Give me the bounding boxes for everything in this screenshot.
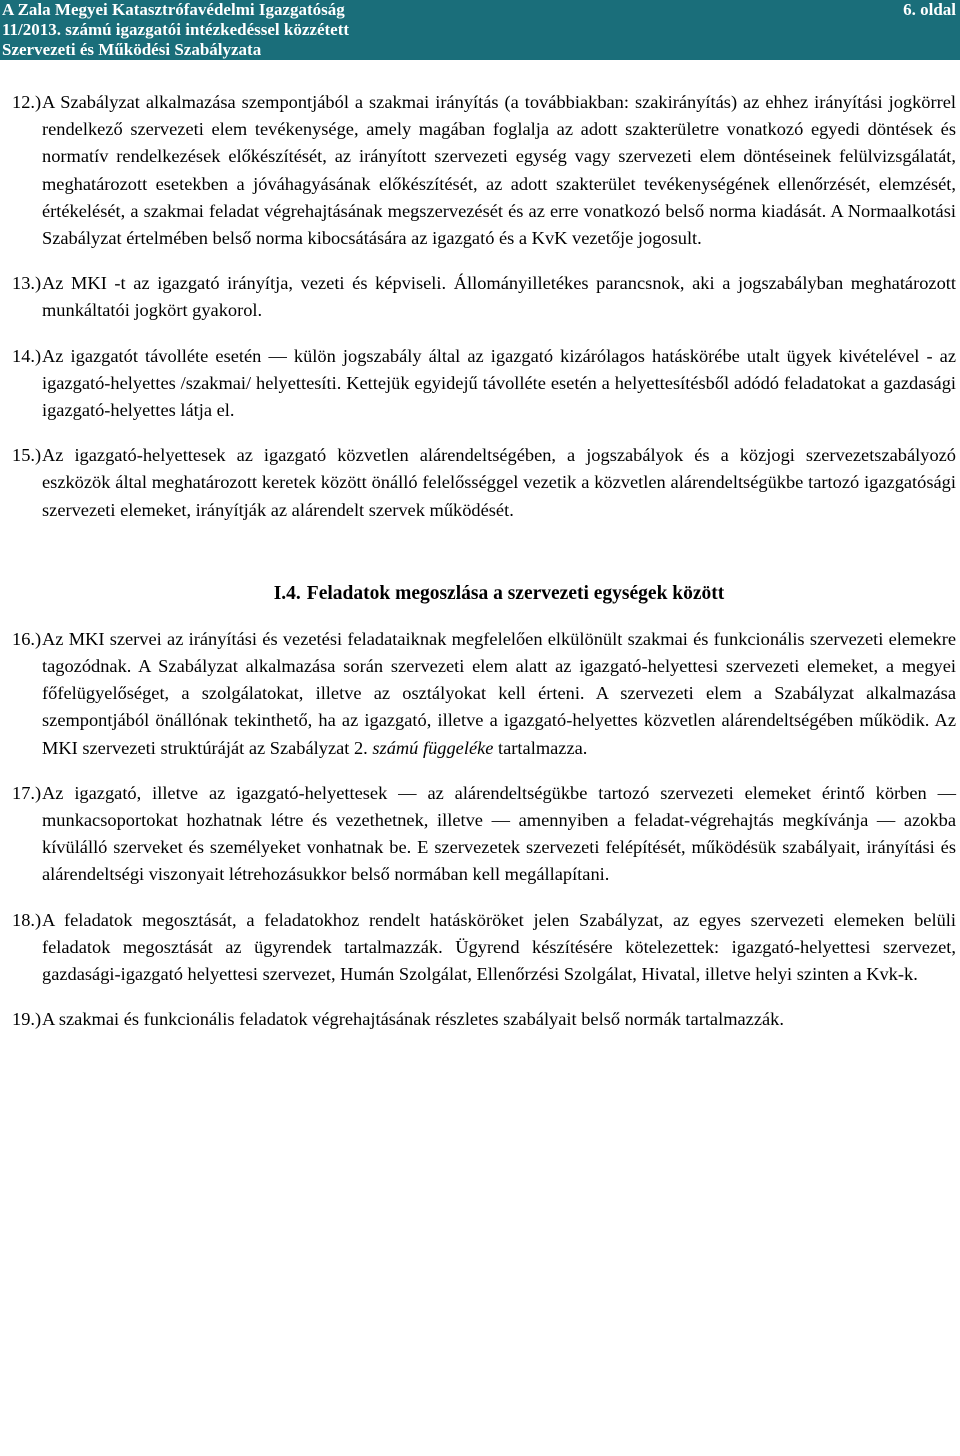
header-document-title: Szervezeti és Működési Szabályzata — [2, 40, 262, 59]
paragraph-text: A feladatok megosztását, a feladatokhoz rendelt hatásköröket jelen Szabályzat, az egyes szervezeti elemeken belüli feladatok megosztását az ügyrendek tartalmazzák. Ügyrend készítésére kötelezettek: igazgató-helyettesi szervezet, gazdasági-igazgató helyettesi szervezet, Humán Szolgálat, Ellenőrzési Szolgálat, Hivatal, illetve helyi szinten a Kvk-k. — [42, 909, 956, 985]
paragraph-12 — [12, 89, 956, 252]
paragraph-text: Az igazgató, illetve az igazgató-helyettesek — az alárendeltségükbe tartozó szervezeti elemeket érintő körben — munkacsoportokat hozhatnak létre és vezethetnek, illetve — amennyiben a feladat-végrehajtás megkívánja — azokba kívülálló szerveket és személyeket vonhatnak be. E szervezetek szervezeti felépítését, működésük szabályait, irányítási és alárendeltségi viszonyait létrehozásukkor belső normában kell megállapítani. — [42, 782, 956, 885]
paragraph-number: 12.) — [12, 92, 42, 112]
paragraph-number: 14.) — [12, 345, 42, 366]
paragraph-number: 16.) — [12, 628, 42, 649]
document-header — [0, 0, 960, 60]
paragraph-18 — [12, 907, 956, 989]
paragraph-number: 15.) — [12, 445, 42, 466]
section-heading — [12, 580, 956, 608]
paragraph-19 — [12, 1006, 956, 1033]
paragraph-text: A szakmai és funkcionális feladatok végrehajtásának részletes szabályait belső normák tartalmazzák. — [42, 1009, 784, 1030]
paragraph-number: 13.) — [12, 273, 42, 294]
paragraph-number: 17.) — [12, 782, 42, 803]
header-organization: A Zala Megyei Katasztrófavédelmi Igazgatóság — [2, 0, 345, 19]
document-body — [12, 89, 956, 1051]
section-number: I.4. — [273, 582, 301, 604]
paragraph-number: 19.) — [12, 1009, 42, 1030]
paragraph-15 — [12, 442, 956, 524]
paragraph-text: A Szabályzat alkalmazása szempontjából a szakmai irányítás (a továbbiakban: szakirányítás) az ehhez irányítási jogkörrel rendelkező szervezeti elem tevékenysége, amely magában foglalja az adott szakterületre vonatkozó egyedi döntések és normatív rendelkezések előkészítését, az irányított szervezeti egység vagy szervezeti elem döntéseinek felülvizsgálatát, meghatározott esetekben a jóváhagyásának előkészítését, az adott szakterület tevékenységének ellenőrzését, elemzését, értékelését, a szakmai feladat végrehajtásának megszervezését és az erre vonatkozó belső norma kiadását. A Normaalkotási Szabályzat értelmében belső norma kibocsátására az igazgató és a KvK vezetője jogosult. — [42, 92, 956, 249]
paragraph-text-part: tartalmazza. — [493, 737, 588, 758]
paragraph-text — [42, 626, 956, 762]
appendix-reference: számú függeléke — [372, 737, 494, 758]
paragraph-text-part: Az MKI szervei az irányítási és vezetési feladataiknak megfelelően elkülönült szakmai és funkcionális szervezeti elemekre tagozódnak. A Szabályzat alkalmazása során szervezeti elem alatt az igazgató-helyettesi szervezeti elemeket, a megyei főfelügyelőséget, a szolgálatokat, illetve az osztályokat kell érteni. A szervezeti elem a Szabályzat alkalmazása szempontjából önállónak tekinthető, ha az igazgató, illetve a igazgató-helyettes közvetlen alárendeltségében működik. Az MKI szervezeti struktúráját az Szabályzat 2. — [42, 628, 956, 758]
header-decree: 11/2013. számú igazgatói intézkedéssel közzétett — [2, 20, 350, 39]
paragraph-17 — [12, 780, 956, 889]
paragraph-text: Az igazgatót távolléte esetén — külön jogszabály által az igazgató kizárólagos hatáskörébe utalt ügyek kivételével - az igazgató-helyettes /szakmai/ helyettesíti. Kettejük egyidejű távolléte esetén a helyettesítésből adódó feladatokat a gazdasági igazgató-helyettes látja el. — [42, 345, 956, 421]
paragraph-number: 18.) — [12, 909, 42, 930]
page-number: 6. oldal — [903, 0, 956, 19]
paragraph-text: Az igazgató-helyettesek az igazgató közvetlen alárendeltségében, a jogszabályok és a közjogi szervezetszabályozó eszközök által meghatározott keretek között önálló felelősséggel vezetik a közvetlen alárendeltségükbe tartozó igazgatósági szervezeti elemeket, irányítják az alárendelt szervek működését. — [42, 445, 956, 520]
paragraph-text: Az MKI -t az igazgató irányítja, vezeti és képviseli. Állományilletékes parancsnok, aki a jogszabályban meghatározott munkáltatói jogkört gyakorol. — [42, 273, 956, 321]
paragraph-13 — [12, 270, 956, 324]
paragraph-14 — [12, 343, 956, 425]
paragraph-16 — [12, 626, 956, 762]
section-title: Feladatok megoszlása a szervezeti egységek között — [306, 582, 725, 604]
